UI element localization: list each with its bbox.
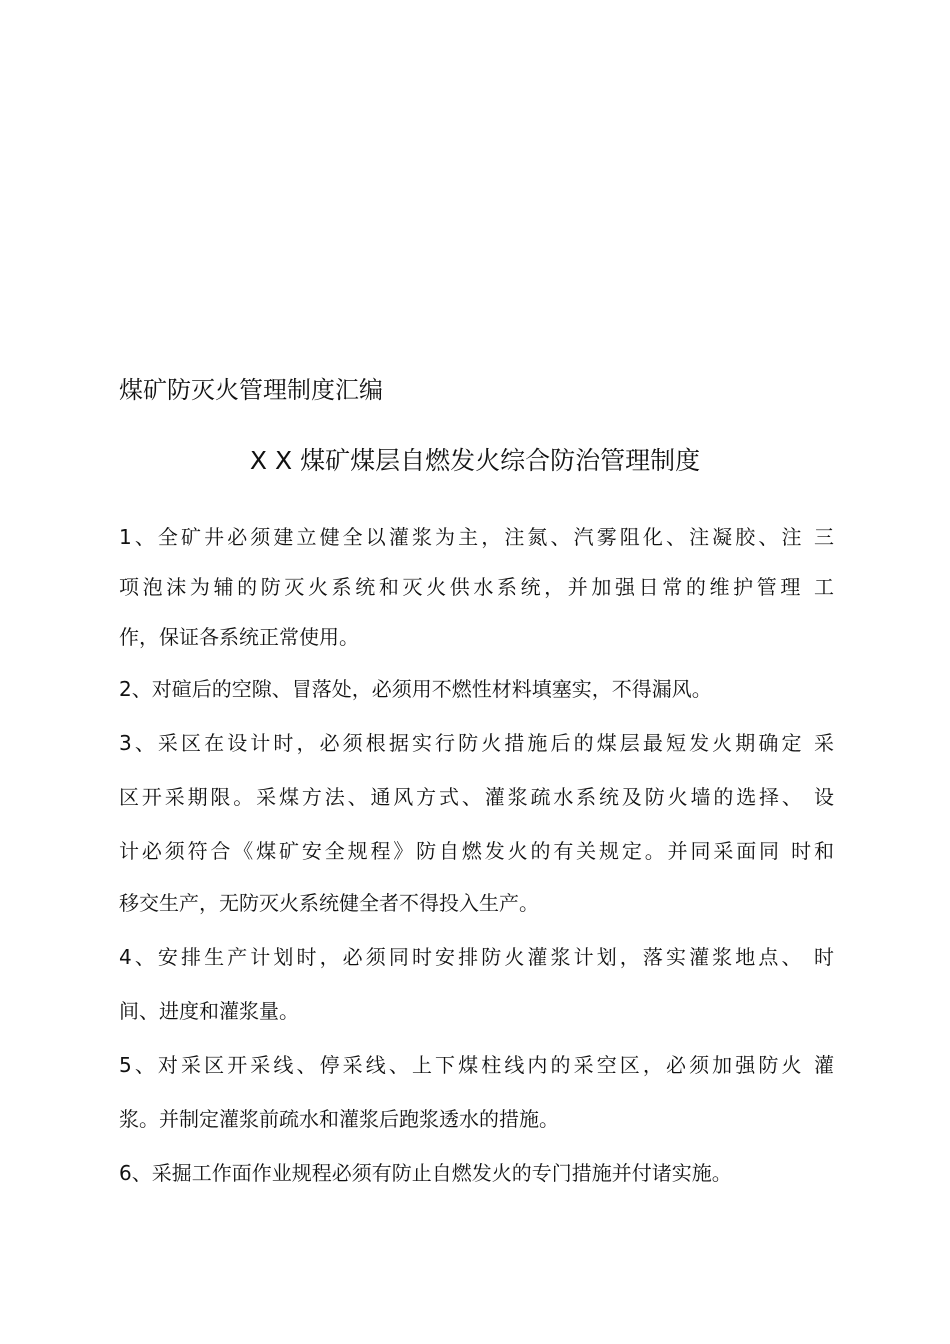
paragraph-3-line-1: 3、采区在设计时，必须根据实行防火措施后的煤层最短发火期确定 采 (119, 731, 834, 755)
document-subtitle: X X 煤矿煤层自燃发火综合防治管理制度 (249, 446, 701, 475)
paragraph-1-line-2: 项泡沫为辅的防灭火系统和灭火供水系统，并加强日常的维护管理 工 (119, 575, 834, 599)
paragraph-3-line-4: 移交生产，无防灭火系统健全者不得投入生产。 (119, 891, 539, 915)
document-title: 煤矿防灭火管理制度汇编 (119, 376, 383, 404)
paragraph-5-line-1: 5、对采区开采线、停采线、上下煤柱线内的采空区，必须加强防火 灌 (119, 1053, 834, 1077)
paragraph-4-line-2: 间、进度和灌浆量。 (119, 999, 299, 1023)
paragraph-3-line-2: 区开采期限。采煤方法、通风方式、灌浆疏水系统及防火墙的选择、 设 (119, 785, 834, 809)
paragraph-6-line-1: 6、采掘工作面作业规程必须有防止自燃发火的专门措施并付诸实施。 (119, 1161, 732, 1185)
paragraph-2-line-1: 2、对碹后的空隙、冒落处，必须用不燃性材料填塞实，不得漏风。 (119, 677, 712, 701)
paragraph-4-line-1: 4、安排生产计划时，必须同时安排防火灌浆计划，落实灌浆地点、 时 (119, 945, 834, 969)
paragraph-3-line-3: 计必须符合《煤矿安全规程》防自燃发火的有关规定。并同采面同 时和 (119, 839, 834, 863)
paragraph-1-line-3: 作，保证各系统正常使用。 (119, 625, 359, 649)
paragraph-5-line-2: 浆。并制定灌浆前疏水和灌浆后跑浆透水的措施。 (119, 1107, 559, 1131)
paragraph-1-line-1: 1、全矿井必须建立健全以灌浆为主，注氮、汽雾阻化、注凝胶、注 三 (119, 525, 834, 549)
